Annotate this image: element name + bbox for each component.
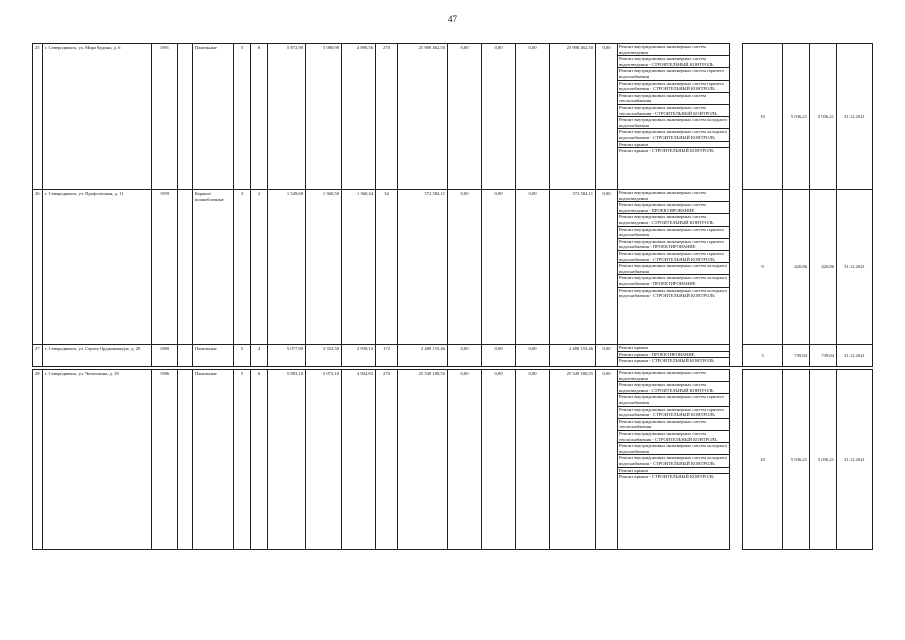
cost-per-sqm-cell: 739,84 <box>783 345 810 367</box>
floors-cell: 5 <box>234 370 251 550</box>
work-item: Ремонт внутридомовых инженерных систем теплоснабжения <box>618 93 729 105</box>
table-row <box>33 190 873 345</box>
cost-total-cell: 572 584,11 <box>398 190 448 345</box>
other-cell: 0,00 <box>596 345 618 367</box>
deadline-cell: 31.12.2021 <box>837 44 873 190</box>
table-row <box>33 44 873 190</box>
work-item: Ремонт внутридомовых инженерных систем теплоснабжения - СТРОИТЕЛЬНЫЙ КОНТРОЛЬ <box>618 105 729 117</box>
other-cell: 0,00 <box>596 370 618 550</box>
residents-cell: 270 <box>376 44 398 190</box>
works-count-cell: 10 <box>743 44 783 190</box>
work-item: Ремонт крыши - СТРОИТЕЛЬНЫЙ КОНТРОЛЬ <box>619 358 714 364</box>
year-cell: 1986 <box>152 370 178 550</box>
other-cell: 0,00 <box>596 44 618 190</box>
row-number: 26 <box>33 190 43 345</box>
work-item: Ремонт внутридомовых инженерных систем водоотведения - СТРОИТЕЛЬНЫЙ КОНТРОЛЬ <box>618 56 729 68</box>
living-area-cell: 2 939,12 <box>342 345 376 367</box>
repair-program-table <box>32 43 873 550</box>
work-item: Ремонт внутридомовых инженерных систем холодного водоснабжения - ПРОЕКТИРОВАНИЕ <box>619 275 728 286</box>
wall-material-cell: Панельные <box>193 44 234 190</box>
work-item: Ремонт внутридомовых инженерных систем горячего водоснабжения <box>618 227 729 239</box>
living-area-cell: 4 890,56 <box>342 44 376 190</box>
empty-cell <box>178 190 193 345</box>
work-item: Ремонт крыши - ПРОЕКТИРОВАНИЕ <box>618 352 729 359</box>
empty-cell <box>730 190 743 345</box>
work-item: Ремонт внутридомовых инженерных систем горячего водоснабжения <box>618 394 729 406</box>
total-area-cell: 5 883,10 <box>268 370 306 550</box>
fund-c-cell: 0,00 <box>516 370 550 550</box>
works-count-cell: 10 <box>743 370 783 550</box>
deadline-cell: 31.12.2021 <box>837 370 873 550</box>
fund-a-cell: 0,00 <box>448 345 482 367</box>
table-row <box>33 370 873 550</box>
work-item: Ремонт крыши <box>618 142 729 149</box>
address-cell: г. Северодвинск, ул. Профсоюзная, д. 11 <box>43 190 152 345</box>
work-item: Ремонт крыши <box>618 468 729 475</box>
fund-b-cell: 0,00 <box>482 190 516 345</box>
work-item: Ремонт внутридомовых инженерных систем холодного водоснабжения - СТРОИТЕЛЬНЫЙ КОНТРОЛЬ <box>619 455 728 466</box>
entrances-cell: 6 <box>251 44 268 190</box>
fund-owners-cell: 572 584,11 <box>550 190 596 345</box>
fund-a-cell: 0,00 <box>448 370 482 550</box>
floors-cell: 5 <box>234 345 251 367</box>
work-item: Ремонт внутридомовых инженерных систем горячего водоснабжения - СТРОИТЕЛЬНЫЙ КОНТРОЛЬ <box>618 251 729 263</box>
entrances-cell: 2 <box>251 190 268 345</box>
cost-total-cell: 25 908 462,50 <box>398 44 448 190</box>
empty-cell <box>730 370 743 550</box>
work-item: Ремонт внутридомовых инженерных систем холодного водоснабжения - СТРОИТЕЛЬНЫЙ КОНТРОЛЬ <box>619 129 728 140</box>
empty-cell <box>178 370 193 550</box>
address-cell: г. Северодвинск, ул. Сергея Орджоникидзе, д. 20 <box>43 345 152 367</box>
other-cell: 0,00 <box>596 190 618 345</box>
work-item: Ремонт внутридомовых инженерных систем теплоснабжения <box>618 419 729 431</box>
address-cell: г. Северодвинск, ул. Челюскина, д. 18 <box>43 370 152 550</box>
work-item: Ремонт внутридомовых инженерных систем холодного водоснабжения <box>619 263 728 274</box>
address-cell: г. Северодвинск, ул. Мира Кудина, д. 6 <box>43 44 152 190</box>
works-list <box>618 190 730 345</box>
work-item: Ремонт внутридомовых инженерных систем горячего водоснабжения <box>618 68 729 80</box>
limit-per-sqm-cell: 739,84 <box>810 345 837 367</box>
work-item: Ремонт внутридомовых инженерных систем водоотведения <box>618 370 729 382</box>
entrances-cell: 4 <box>251 345 268 367</box>
limit-per-sqm-cell: 5 036,21 <box>810 44 837 190</box>
residents-cell: 34 <box>376 190 398 345</box>
residential-area-cell: 1 360,50 <box>306 190 342 345</box>
wall-material-cell: Кирпич/шлакоблочные <box>193 190 234 345</box>
cost-total-cell: 25 549 180,55 <box>398 370 448 550</box>
work-item: Ремонт внутридомовых инженерных систем водоотведения <box>618 44 729 56</box>
work-item: Ремонт внутридомовых инженерных систем горячего водоснабжения - СТРОИТЕЛЬНЫЙ КОНТРОЛЬ <box>618 407 729 419</box>
works-list <box>618 345 730 367</box>
deadline-cell: 31.12.2021 <box>837 190 873 345</box>
work-item: Ремонт внутридомовых инженерных систем горячего водоснабжения - СТРОИТЕЛЬНЫЙ КОНТРОЛЬ <box>618 81 729 93</box>
year-cell: 1969 <box>152 345 178 367</box>
deadline-cell: 31.12.2021 <box>837 345 873 367</box>
row-number: 27 <box>33 345 43 367</box>
fund-c-cell: 0,00 <box>516 44 550 190</box>
total-area-cell: 5 077,90 <box>268 345 306 367</box>
cost-per-sqm-cell: 420,86 <box>783 190 810 345</box>
fund-owners-cell: 25 549 180,55 <box>550 370 596 550</box>
works-list <box>618 44 730 190</box>
residential-area-cell: 5 080,90 <box>306 44 342 190</box>
work-item: Ремонт внутридомовых инженерных систем холодного водоснабжения <box>619 443 728 454</box>
fund-c-cell: 0,00 <box>516 345 550 367</box>
work-item: Ремонт внутридомовых инженерных систем водоотведения - СТРОИТЕЛЬНЫЙ КОНТРОЛЬ <box>618 214 729 226</box>
year-cell: 1959 <box>152 190 178 345</box>
wall-material-cell: Панельные <box>193 370 234 550</box>
table-row <box>33 345 873 367</box>
work-item: Ремонт внутридомовых инженерных систем холодного водоснабжения <box>619 117 728 128</box>
work-item: Ремонт крыши <box>618 345 729 352</box>
work-item: Ремонт внутридомовых инженерных систем теплоснабжения - СТРОИТЕЛЬНЫЙ КОНТРОЛЬ <box>618 431 729 443</box>
fund-b-cell: 0,00 <box>482 44 516 190</box>
fund-c-cell: 0,00 <box>516 190 550 345</box>
empty-cell <box>730 345 743 367</box>
work-item: Ремонт внутридомовых инженерных систем холодного водоснабжения - СТРОИТЕЛЬНЫЙ КОНТРОЛЬ <box>619 287 728 299</box>
wall-material-cell: Панельные <box>193 345 234 367</box>
entrances-cell: 6 <box>251 370 268 550</box>
total-area-cell: 1 549,60 <box>268 190 306 345</box>
cost-per-sqm-cell: 5 036,21 <box>783 44 810 190</box>
fund-a-cell: 0,00 <box>448 190 482 345</box>
residents-cell: 172 <box>376 345 398 367</box>
fund-b-cell: 0,00 <box>482 370 516 550</box>
fund-a-cell: 0,00 <box>448 44 482 190</box>
residential-area-cell: 5 073,10 <box>306 370 342 550</box>
limit-per-sqm-cell: 5 036,21 <box>810 370 837 550</box>
work-item: Ремонт крыши - СТРОИТЕЛЬНЫЙ КОНТРОЛЬ <box>619 148 714 154</box>
empty-cell <box>178 345 193 367</box>
residential-area-cell: 3 352,50 <box>306 345 342 367</box>
work-item: Ремонт внутридомовых инженерных систем водоотведения - СТРОИТЕЛЬНЫЙ КОНТРОЛЬ <box>618 382 729 394</box>
living-area-cell: 1 360,44 <box>342 190 376 345</box>
limit-per-sqm-cell: 420,86 <box>810 190 837 345</box>
works-count-cell: 3 <box>743 345 783 367</box>
work-item: Ремонт крыши - СТРОИТЕЛЬНЫЙ КОНТРОЛЬ <box>619 474 714 480</box>
floors-cell: 5 <box>234 44 251 190</box>
work-item: Ремонт внутридомовых инженерных систем водоотведения - ПРОЕКТИРОВАНИЕ <box>618 202 729 214</box>
page-number: 47 <box>448 14 457 24</box>
cost-per-sqm-cell: 5 036,21 <box>783 370 810 550</box>
fund-owners-cell: 2 480 155,46 <box>550 345 596 367</box>
year-cell: 1991 <box>152 44 178 190</box>
floors-cell: 3 <box>234 190 251 345</box>
row-number: 25 <box>33 44 43 190</box>
fund-b-cell: 0,00 <box>482 345 516 367</box>
living-area-cell: 4 904,65 <box>342 370 376 550</box>
works-count-cell: 9 <box>743 190 783 345</box>
residents-cell: 270 <box>376 370 398 550</box>
works-list <box>618 370 730 550</box>
fund-owners-cell: 25 908 462,50 <box>550 44 596 190</box>
row-number: 28 <box>33 370 43 550</box>
cost-total-cell: 2 480 155,46 <box>398 345 448 367</box>
empty-cell <box>730 44 743 190</box>
work-item: Ремонт внутридомовых инженерных систем водоотведения <box>618 190 729 202</box>
total-area-cell: 5 872,90 <box>268 44 306 190</box>
empty-cell <box>178 44 193 190</box>
work-item: Ремонт внутридомовых инженерных систем горячего водоснабжения - ПРОЕКТИРОВАНИЕ <box>618 239 729 251</box>
